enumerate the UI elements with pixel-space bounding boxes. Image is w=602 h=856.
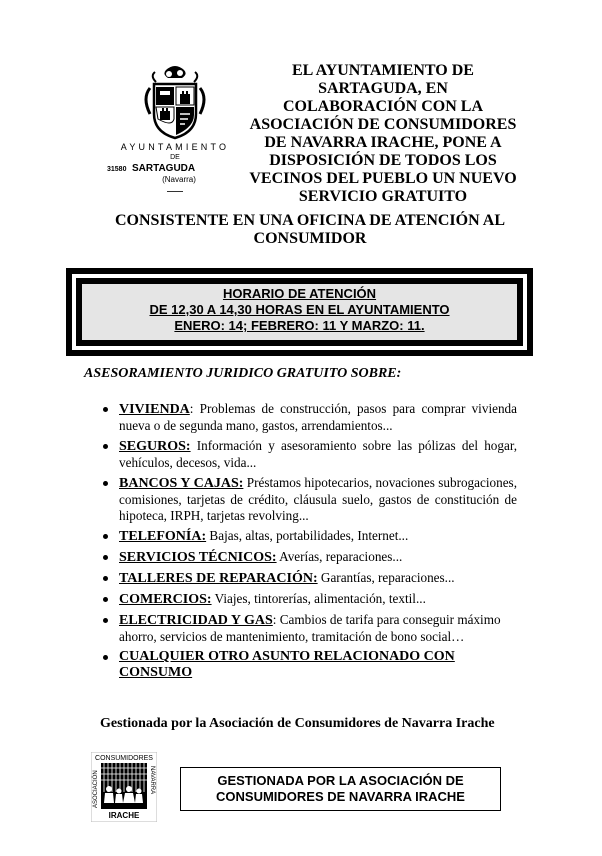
- list-item-topic: SERVICIOS TÉCNICOS:: [119, 550, 277, 565]
- headline: [238, 62, 528, 206]
- schedule-box-inner: [76, 278, 523, 346]
- list-item-topic: COMERCIOS:: [119, 592, 212, 607]
- list-item: [100, 570, 517, 587]
- postal-code: 31580: [107, 166, 127, 173]
- svg-text:IRACHE: IRACHE: [108, 811, 140, 820]
- list-item: [100, 475, 517, 524]
- list-item-text: Préstamos hipotecarios, novaciones subrogaciones, comisiones, tarjetas de crédito, cláusula suelo, gastos de constitución de hipoteca, IRPH, tarjetas revolving...: [119, 475, 517, 523]
- irache-association-logo-icon: [91, 752, 157, 822]
- list-item: [100, 591, 517, 608]
- list-item-text: Bajas, altas, portabilidades, Internet...: [206, 528, 409, 543]
- list-item-text: Información y asesoramiento sobre las pólizas del hogar, vehículos, decesos, vida...: [119, 438, 517, 470]
- headline-line: EL AYUNTAMIENTO DE: [292, 62, 474, 79]
- managed-by-box: [180, 767, 501, 811]
- municipal-coat-of-arms-icon: [142, 64, 208, 140]
- list-item-text: Viajes, tintorerías, alimentación, textil...: [211, 591, 426, 606]
- headline-line: DISPOSICIÓN DE TODOS LOS: [269, 152, 497, 169]
- schedule-hours: DE 12,30 A 14,30 HORAS EN EL AYUNTAMIENTO: [149, 302, 450, 317]
- list-item-topic: ELECTRICIDAD Y GAS: [119, 613, 273, 628]
- headline-line: COLABORACIÓN CON LA: [282, 98, 483, 115]
- headline-line: CONSUMIDOR: [253, 230, 367, 247]
- section-heading: ASESORAMIENTO JURIDICO GRATUITO SOBRE:: [84, 366, 402, 381]
- managed-box-line: CONSUMIDORES DE NAVARRA IRACHE: [216, 789, 465, 804]
- municipality-de: DE: [170, 154, 180, 161]
- list-item: [100, 438, 517, 471]
- municipality-town-line: [107, 163, 257, 174]
- headline-line: ASOCIACIÓN DE CONSUMIDORES: [249, 116, 517, 133]
- list-item: [100, 649, 517, 681]
- headline-line: SARTAGUDA, EN: [318, 80, 448, 97]
- schedule-box: [66, 268, 533, 356]
- divider: [167, 191, 183, 192]
- list-item-topic: TALLERES DE REPARACIÓN:: [119, 571, 318, 586]
- headline-line: CONSISTENTE EN UNA OFICINA DE ATENCIÓN AL: [114, 212, 505, 229]
- headline-line: SERVICIO GRATUITO: [298, 188, 468, 205]
- headline-continuation: [90, 212, 530, 248]
- list-item-topic: TELEFONÍA:: [119, 529, 207, 544]
- list-item-text: Garantías, reparaciones...: [317, 570, 455, 585]
- advice-list: [100, 401, 517, 685]
- headline-line: DE NAVARRA IRACHE, PONE A: [264, 134, 502, 151]
- list-item: ELECTRICIDAD Y GAS: Cambios de tarifa para conseguir máximo ahorro, servicios de mantenimiento, tramitación de bono social…: [100, 612, 517, 645]
- svg-text:NAVARRA: NAVARRA: [149, 766, 155, 795]
- list-item: VIVIENDA: Problemas de construcción, pasos para comprar vivienda nueva o de segunda mano, gastos, arrendamientos...: [100, 401, 517, 434]
- list-item-topic: BANCOS Y CAJAS:: [119, 476, 244, 491]
- managed-by-text: Gestionada por la Asociación de Consumidores de Navarra Irache: [100, 716, 495, 731]
- municipality-region: (Navarra): [162, 175, 196, 184]
- schedule-title: HORARIO DE ATENCIÓN: [222, 286, 377, 301]
- list-item-topic: VIVIENDA: [119, 402, 190, 417]
- list-item: [100, 528, 517, 545]
- list-item-text: Cambios de tarifa para conseguir máximo ahorro, servicios de mantenimiento, tramitación de bono social…: [119, 612, 501, 644]
- svg-text:ASOCIACIÓN: ASOCIACIÓN: [93, 770, 99, 808]
- list-item: [100, 549, 517, 566]
- town-name: SARTAGUDA: [131, 163, 196, 174]
- list-item-text: Averías, reparaciones...: [276, 549, 403, 564]
- managed-box-line: GESTIONADA POR LA ASOCIACIÓN DE: [217, 773, 464, 788]
- headline-line: VECINOS DEL PUEBLO UN NUEVO: [249, 170, 517, 187]
- list-item-topic: SEGUROS:: [119, 439, 191, 454]
- svg-text:CONSUMIDORES: CONSUMIDORES: [95, 755, 153, 762]
- list-item-topic: CUALQUIER OTRO ASUNTO RELACIONADO CON CONSUMO: [119, 649, 455, 680]
- municipality-name: AYUNTAMIENTO: [120, 142, 230, 152]
- schedule-dates: ENERO: 14; FEBRERO: 11 Y MARZO: 11.: [174, 318, 425, 333]
- list-item-text: Problemas de construcción, pasos para comprar vivienda nueva o de segunda mano, gastos, arrendamientos...: [119, 401, 517, 433]
